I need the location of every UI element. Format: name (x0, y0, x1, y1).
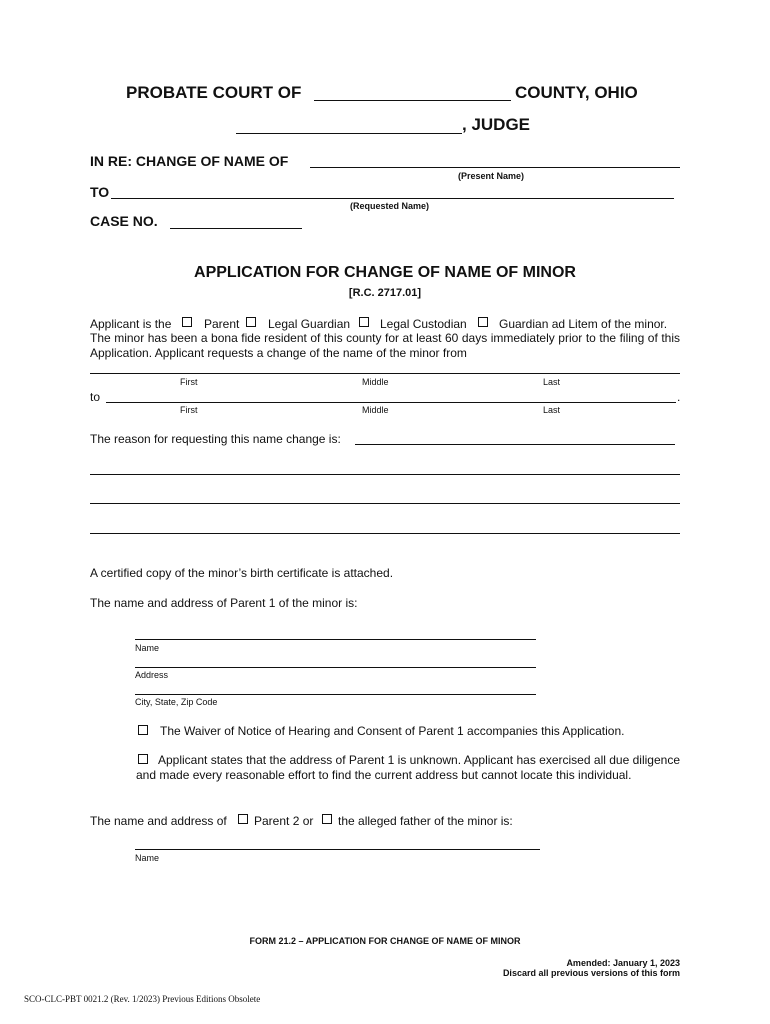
parent1-name-field[interactable] (135, 639, 536, 640)
guardian-ad-litem-option-label: Guardian ad Litem of the minor. (499, 317, 668, 331)
court-suffix: COUNTY, OHIO (515, 83, 638, 102)
current-middle-label: Middle (362, 377, 389, 387)
reason-line-1[interactable] (355, 444, 675, 445)
parent2-name-field[interactable] (135, 849, 540, 850)
address-unknown-text: Applicant states that the address of Parent 1 is unknown. Applicant has exercised all due diligence and made every reasonable effort to find the current address but cannot locate this individual. (136, 753, 680, 782)
applicant-intro: Applicant is the (90, 317, 172, 331)
statute-ref: [R.C. 2717.01] (348, 287, 422, 299)
period-mark: . (677, 390, 681, 404)
new-first-label: First (180, 405, 198, 415)
judge-suffix: , JUDGE (462, 115, 531, 134)
legal-guardian-checkbox[interactable] (246, 317, 256, 327)
reason-line-3[interactable] (90, 503, 680, 504)
parent-option-label: Parent (204, 317, 240, 331)
legal-custodian-checkbox[interactable] (359, 317, 369, 327)
parent1-label: The name and address of Parent 1 of the minor is: (90, 596, 358, 610)
case-number-field[interactable] (170, 228, 302, 229)
footer-amended: Amended: January 1, 2023 (566, 958, 680, 968)
footer-form-title: FORM 21.2 – APPLICATION FOR CHANGE OF NAME OF MINOR (249, 936, 521, 946)
new-middle-label: Middle (362, 405, 389, 415)
parent2-option-label: Parent 2 or (254, 814, 314, 828)
legal-guardian-option-label: Legal Guardian (268, 317, 351, 331)
present-name-label: (Present Name) (458, 171, 525, 181)
parent2-prefix: The name and address of (90, 814, 227, 828)
current-name-field[interactable] (90, 373, 680, 374)
requested-name-field[interactable] (111, 198, 674, 199)
case-no-label: CASE NO. (90, 213, 158, 229)
parent1-address-field[interactable] (135, 667, 536, 668)
court-prefix: PROBATE COURT OF (126, 83, 302, 102)
in-re-label: IN RE: CHANGE OF NAME OF (90, 153, 289, 169)
form-title: APPLICATION FOR CHANGE OF NAME OF MINOR (194, 264, 576, 281)
reason-label: The reason for requesting this name change is: (90, 432, 341, 446)
footer-form-code: SCO-CLC-PBT 0021.2 (Rev. 1/2023) Previous Editions Obsolete (24, 994, 261, 1004)
to-name-label: to (90, 390, 101, 404)
residency-paragraph: The minor has been a bona fide resident of this county for at least 60 days immediately prior to the filing of this Application. Applicant requests a change of the name of the minor from (90, 331, 680, 360)
waiver-checkbox[interactable] (138, 725, 148, 735)
present-name-field[interactable] (310, 167, 680, 168)
guardian-ad-litem-checkbox[interactable] (478, 317, 488, 327)
current-last-label: Last (543, 377, 561, 387)
to-label: TO (90, 184, 110, 200)
current-first-label: First (180, 377, 198, 387)
footer-discard: Discard all previous versions of this form (502, 968, 680, 978)
parent1-name-label: Name (135, 643, 160, 653)
alleged-father-checkbox[interactable] (322, 814, 332, 824)
reason-line-2[interactable] (90, 474, 680, 475)
new-name-field[interactable] (106, 402, 676, 403)
judge-name-field[interactable] (236, 133, 462, 134)
birth-certificate-statement: A certified copy of the minor’s birth certificate is attached. (90, 566, 394, 580)
parent1-city-label: City, State, Zip Code (135, 697, 218, 707)
parent1-city-field[interactable] (135, 694, 536, 695)
parent2-checkbox[interactable] (238, 814, 248, 824)
reason-line-4[interactable] (90, 533, 680, 534)
parent1-address-label: Address (135, 670, 169, 680)
alleged-father-option-label: the alleged father of the minor is: (338, 814, 513, 828)
new-last-label: Last (543, 405, 561, 415)
county-name-field[interactable] (314, 100, 511, 101)
waiver-text: The Waiver of Notice of Hearing and Consent of Parent 1 accompanies this Application. (160, 724, 625, 738)
requested-name-label: (Requested Name) (350, 201, 430, 211)
legal-custodian-option-label: Legal Custodian (380, 317, 467, 331)
parent-checkbox[interactable] (182, 317, 192, 327)
parent2-name-label: Name (135, 853, 160, 863)
